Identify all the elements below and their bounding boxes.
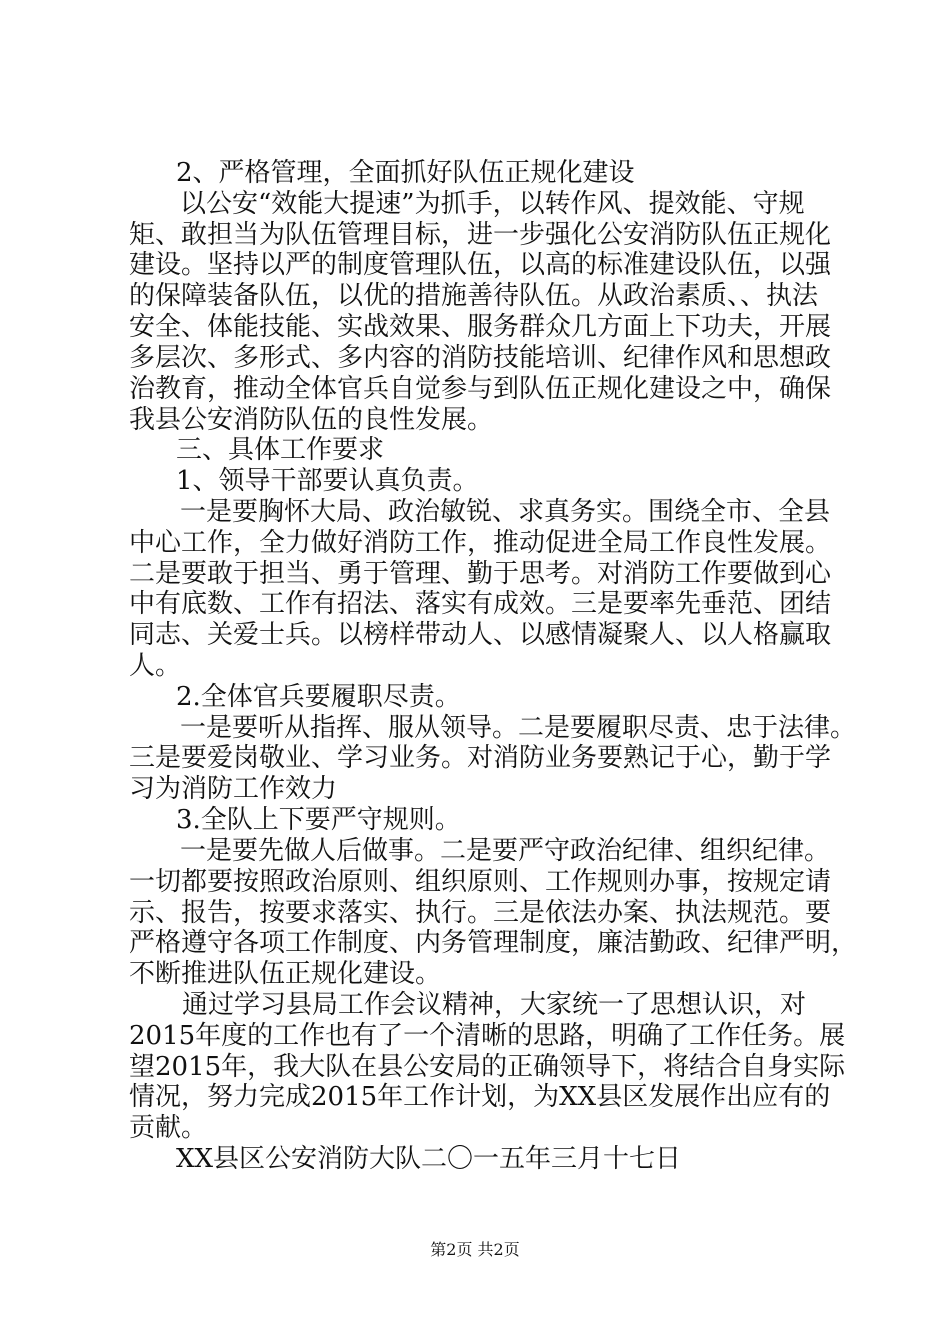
- section-heading: 2、严格管理，全面抓好队伍正规化建设: [176, 158, 635, 188]
- paragraph-line: 安全、体能技能、实战效果、服务群众几方面上下功夫，开展: [129, 312, 832, 343]
- paragraph-line: 习为消防工作效力: [129, 774, 338, 805]
- paragraph-line: 人。: [129, 651, 182, 681]
- paragraph-line: 的保障装备队伍，以优的措施善待队伍。从政治素质、、执法: [129, 281, 819, 312]
- paragraph-line: 二是要敢于担当、勇于管理、勤于思考。对消防工作要做到心: [129, 558, 832, 589]
- paragraph-line: 望2015年，我大队在县公安局的正确领导下，将结合自身实际: [129, 1051, 846, 1082]
- subsection-heading: 1、领导干部要认真负责。: [176, 466, 479, 497]
- paragraph-line: 我县公安消防队伍的良性发展。: [129, 404, 494, 435]
- paragraph-line: 示、报告，按要求落实、执行。三是依法办案、执法规范。要: [129, 897, 832, 928]
- paragraph-line: 一是要先做人后做事。二是要严守政治纪律、组织纪律。: [180, 835, 831, 866]
- paragraph-line: 建设。坚持以严的制度管理队伍，以高的标准建设队伍，以强: [129, 250, 832, 281]
- paragraph-line: 中有底数、工作有招法、落实有成效。三是要率先垂范、团结: [129, 589, 832, 620]
- paragraph-line: 一是要胸怀大局、政治敏锐、求真务实。围绕全市、全县: [180, 496, 831, 527]
- subsection-heading: 3.全队上下要严守规则。: [176, 805, 461, 836]
- section-heading: 三、具体工作要求: [176, 435, 385, 466]
- paragraph-line: 一是要听从指挥、服从领导。二是要履职尽责、忠于法律。: [180, 712, 857, 743]
- signature-date-line: XX县区公安消防大队二〇一五年三月十七日: [176, 1144, 682, 1174]
- paragraph-line: 以公安“效能大提速”为抓手，以转作风、提效能、守规: [180, 188, 805, 219]
- subsection-heading: 2.全体官兵要履职尽责。: [176, 681, 461, 712]
- paragraph-line: 中心工作，全力做好消防工作，推动促进全局工作良性发展。: [129, 527, 832, 558]
- paragraph-line: 严格遵守各项工作制度、内务管理制度，廉洁勤政、纪律严明，: [129, 928, 858, 959]
- paragraph-line: 矩、敢担当为队伍管理目标，进一步强化公安消防队伍正规化: [129, 219, 832, 250]
- paragraph-line: 情况，努力完成2015年工作计划，为XX县区发展作出应有的: [129, 1082, 831, 1113]
- paragraph-line: 通过学习县局工作会议精神，大家统一了思想认识，对: [182, 989, 807, 1020]
- paragraph-line: 2015年度的工作也有了一个清晰的思路，明确了工作任务。展: [129, 1020, 846, 1051]
- page-number-footer: 第2页 共2页: [430, 1240, 520, 1259]
- paragraph-line: 一切都要按照政治原则、组织原则、工作规则办事，按规定请: [129, 866, 832, 897]
- paragraph-line: 同志、关爱士兵。以榜样带动人、以感情凝聚人、以人格赢取: [129, 620, 832, 651]
- paragraph-line: 不断推进队伍正规化建设。: [129, 959, 442, 990]
- paragraph-line: 治教育，推动全体官兵自觉参与到队伍正规化建设之中，确保: [129, 373, 832, 404]
- paragraph-line: 多层次、多形式、多内容的消防技能培训、纪律作风和思想政: [129, 342, 832, 373]
- paragraph-line: 贡献。: [129, 1113, 208, 1144]
- paragraph-line: 三是要爱岗敬业、学习业务。对消防业务要熟记于心，勤于学: [129, 743, 832, 774]
